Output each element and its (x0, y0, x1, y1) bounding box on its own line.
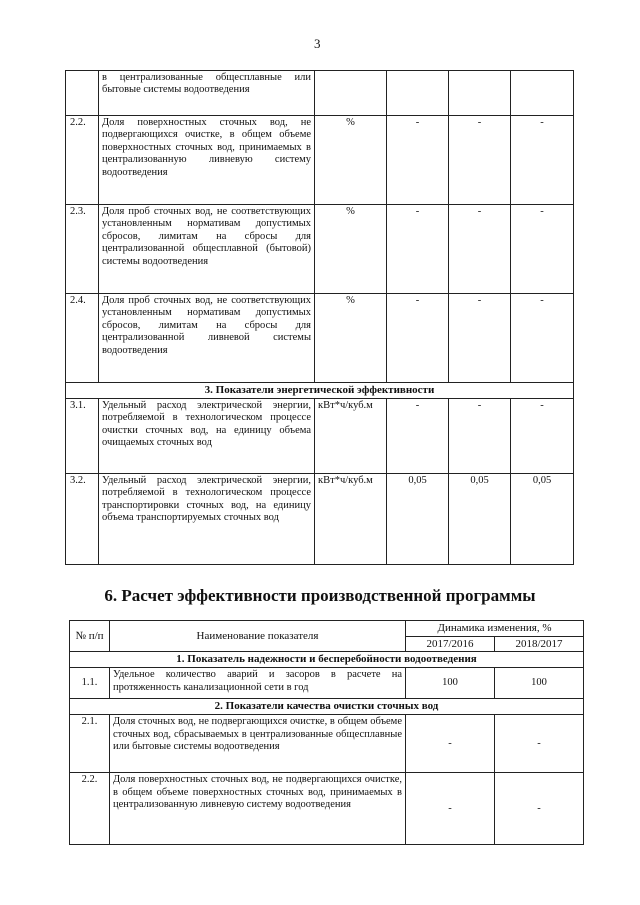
column-header-dynamics: Динамика изменения, % (406, 621, 584, 637)
value-cell: - (511, 399, 574, 474)
indicators-table-continued (65, 70, 574, 565)
table-row (70, 715, 584, 773)
indicator-name: Доля поверхностных сточных вод, не подвергающихся очистке, в общем объеме поверхностных сточных вод, принимаемых в централизованную ливневую систему водоотведения (110, 773, 406, 845)
row-number: 3.1. (66, 399, 99, 474)
value-cell: - (511, 205, 574, 294)
table-row (66, 294, 574, 383)
indicator-name: в централизованные общесплавные или бытовые системы водоотведения (99, 71, 315, 116)
value-cell: - (511, 116, 574, 205)
section-header-row (66, 383, 574, 399)
value-cell: - (387, 116, 449, 205)
efficiency-table (69, 620, 584, 845)
column-header-year: 2018/2017 (495, 637, 584, 652)
table-header-row (70, 621, 584, 637)
indicator-name: Доля проб сточных вод, не соответствующих установленным нормативам допустимых сбросов, лимитам на сбросы для централизованной ливневой системы водоотведения (99, 294, 315, 383)
indicator-name: Доля сточных вод, не подвергающихся очистке, в общем объеме сточных вод, сбрасываемых в централизованные общесплавные или бытовые системы водоотведения (110, 715, 406, 773)
column-header-number: № п/п (70, 621, 110, 652)
unit-cell: % (315, 294, 387, 383)
value-cell: 100 (406, 668, 495, 699)
table-row (66, 71, 574, 116)
value-cell: - (495, 715, 584, 773)
value-cell: 0,05 (449, 474, 511, 565)
section-title: 3. Показатели энергетической эффективности (66, 383, 574, 399)
table-row (66, 116, 574, 205)
row-number: 2.1. (70, 715, 110, 773)
value-cell: - (406, 715, 495, 773)
value-cell (387, 71, 449, 116)
value-cell (449, 71, 511, 116)
value-cell: 0,05 (387, 474, 449, 565)
indicator-name: Удельный расход электрической энергии, потребляемой в технологическом процессе очистки сточных вод, на единицу объема очищаемых сточных вод (99, 399, 315, 474)
row-number: 3.2. (66, 474, 99, 565)
table-row (70, 773, 584, 845)
section-title: 1. Показатель надежности и бесперебойности водоотведения (70, 652, 584, 668)
row-number: 2.2. (70, 773, 110, 845)
table-row (70, 668, 584, 699)
section-heading: 6. Расчет эффективности производственной программы (104, 586, 536, 605)
unit-cell: % (315, 205, 387, 294)
value-cell: - (449, 399, 511, 474)
row-number: 2.2. (66, 116, 99, 205)
value-cell: 0,05 (511, 474, 574, 565)
indicator-name: Удельное количество аварий и засоров в расчете на протяженность канализационной сети в год (110, 668, 406, 699)
value-cell: - (387, 205, 449, 294)
value-cell: - (449, 205, 511, 294)
indicator-name: Удельный расход электрической энергии, потребляемой в технологическом процессе транспортировки сточных вод, на единицу объема транспортируемых сточных вод (99, 474, 315, 565)
value-cell: - (387, 294, 449, 383)
row-number (66, 71, 99, 116)
value-cell: - (387, 399, 449, 474)
page-number: 3 (314, 36, 321, 51)
section-header-row (70, 699, 584, 715)
indicator-name: Доля проб сточных вод, не соответствующих установленным нормативам допустимых сбросов, лимитам на сбросы для централизованной общесплавной (бытовой) системы водоотведения (99, 205, 315, 294)
value-cell: - (406, 773, 495, 845)
value-cell: - (449, 294, 511, 383)
unit-cell: кВт*ч/куб.м (315, 474, 387, 565)
column-header-year: 2017/2016 (406, 637, 495, 652)
row-number: 2.3. (66, 205, 99, 294)
value-cell: - (511, 294, 574, 383)
row-number: 2.4. (66, 294, 99, 383)
value-cell: - (449, 116, 511, 205)
column-header-name: Наименование показателя (110, 621, 406, 652)
table-row (66, 474, 574, 565)
value-cell (511, 71, 574, 116)
section-title: 2. Показатели качества очистки сточных вод (70, 699, 584, 715)
unit-cell: % (315, 116, 387, 205)
value-cell: - (495, 773, 584, 845)
value-cell: 100 (495, 668, 584, 699)
unit-cell: кВт*ч/куб.м (315, 399, 387, 474)
table-row (66, 205, 574, 294)
row-number: 1.1. (70, 668, 110, 699)
section-header-row (70, 652, 584, 668)
unit-cell (315, 71, 387, 116)
indicator-name: Доля поверхностных сточных вод, не подвергающихся очистке, в общем объеме поверхностных сточных вод, принимаемых в централизованную ливневую систему водоотведения (99, 116, 315, 205)
table-row (66, 399, 574, 474)
